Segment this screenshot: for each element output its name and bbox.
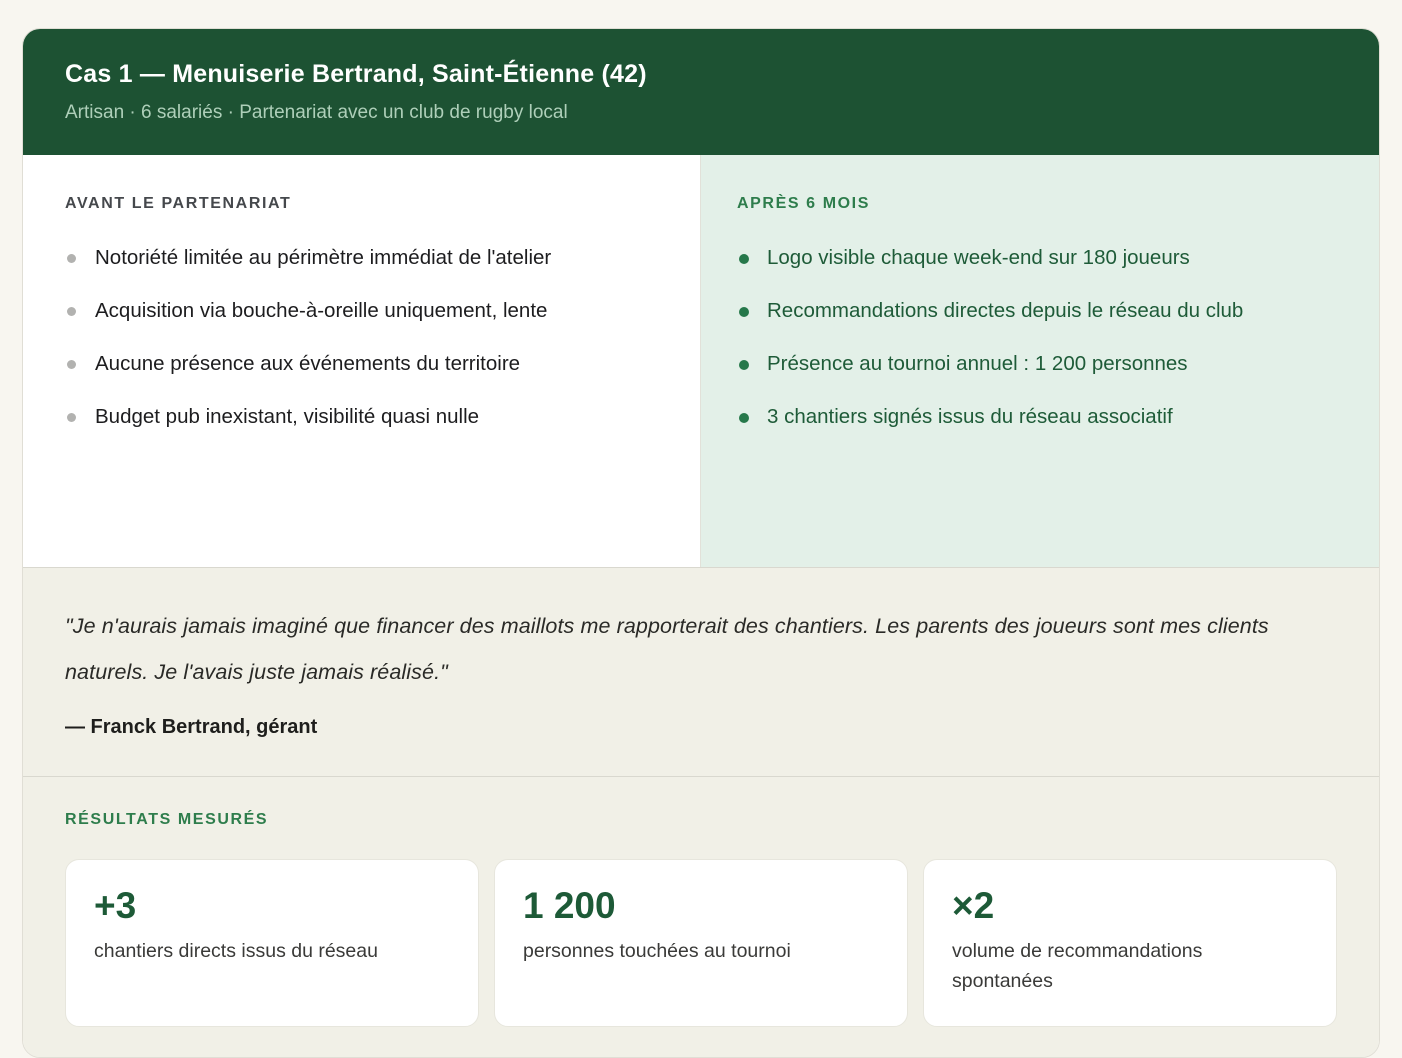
after-list	[737, 239, 1339, 436]
before-panel	[23, 155, 701, 567]
bullet-dot-icon	[739, 254, 749, 264]
list-item	[65, 292, 660, 330]
list-item-text: Acquisition via bouche-à-oreille uniquement, lente	[95, 299, 548, 323]
list-item	[65, 239, 660, 277]
stat-card-recommandations	[923, 859, 1337, 1027]
before-heading: AVANT LE PARTENARIAT	[65, 195, 292, 213]
list-item-text: Aucune présence aux événements du territoire	[95, 352, 521, 376]
stats-row	[65, 859, 1337, 1027]
bullet-dot-icon	[739, 360, 749, 370]
card-header	[23, 29, 1379, 155]
list-item-text: Logo visible chaque week-end sur 180 joueurs	[767, 246, 1190, 270]
stat-card-personnes	[494, 859, 908, 1027]
list-item	[737, 398, 1339, 436]
stat-value: ×2	[952, 885, 995, 927]
bullet-dot-icon	[739, 413, 749, 423]
results-heading: RÉSULTATS MESURÉS	[65, 811, 269, 829]
list-item-text: Présence au tournoi annuel : 1 200 personnes	[767, 352, 1188, 376]
bullet-dot-icon	[67, 360, 76, 369]
stat-value: 1 200	[523, 885, 616, 927]
stat-label: volume de recommandations spontanées	[952, 939, 1203, 992]
list-item-text: Notoriété limitée au périmètre immédiat de l'atelier	[95, 246, 552, 270]
quote-attribution: — Franck Bertrand, gérant	[65, 716, 318, 739]
quote-section	[23, 567, 1379, 776]
bullet-dot-icon	[67, 413, 76, 422]
page-title: Cas 1 — Menuiserie Bertrand, Saint-Étienne (42)	[65, 60, 647, 88]
list-item-text: Budget pub inexistant, visibilité quasi nulle	[95, 405, 480, 429]
list-item	[737, 239, 1339, 277]
after-panel	[701, 155, 1379, 567]
page-subtitle: Artisan · 6 salariés · Partenariat avec un club de rugby local	[65, 101, 568, 123]
comparison-columns	[23, 155, 1379, 567]
list-item-text: 3 chantiers signés issus du réseau associatif	[767, 405, 1173, 429]
list-item	[737, 345, 1339, 383]
stat-card-chantiers	[65, 859, 479, 1027]
case-study-card	[22, 28, 1380, 1058]
after-heading: APRÈS 6 MOIS	[737, 195, 871, 213]
bullet-dot-icon	[739, 307, 749, 317]
bullet-dot-icon	[67, 254, 76, 263]
stat-label: chantiers directs issus du réseau	[94, 939, 378, 962]
quote-text: "Je n'aurais jamais imaginé que financer des maillots me rapporterait des chantiers. Les parents des joueurs sont mes clients naturels. Je l'avais juste jamais réalisé."	[65, 614, 1269, 685]
results-section	[23, 776, 1379, 1057]
list-item	[65, 398, 660, 436]
stat-value: +3	[94, 885, 137, 927]
list-item-text: Recommandations directes depuis le réseau du club	[767, 299, 1244, 323]
list-item	[737, 292, 1339, 330]
list-item	[65, 345, 660, 383]
before-list	[65, 239, 660, 436]
bullet-dot-icon	[67, 307, 76, 316]
stat-label: personnes touchées au tournoi	[523, 939, 791, 962]
